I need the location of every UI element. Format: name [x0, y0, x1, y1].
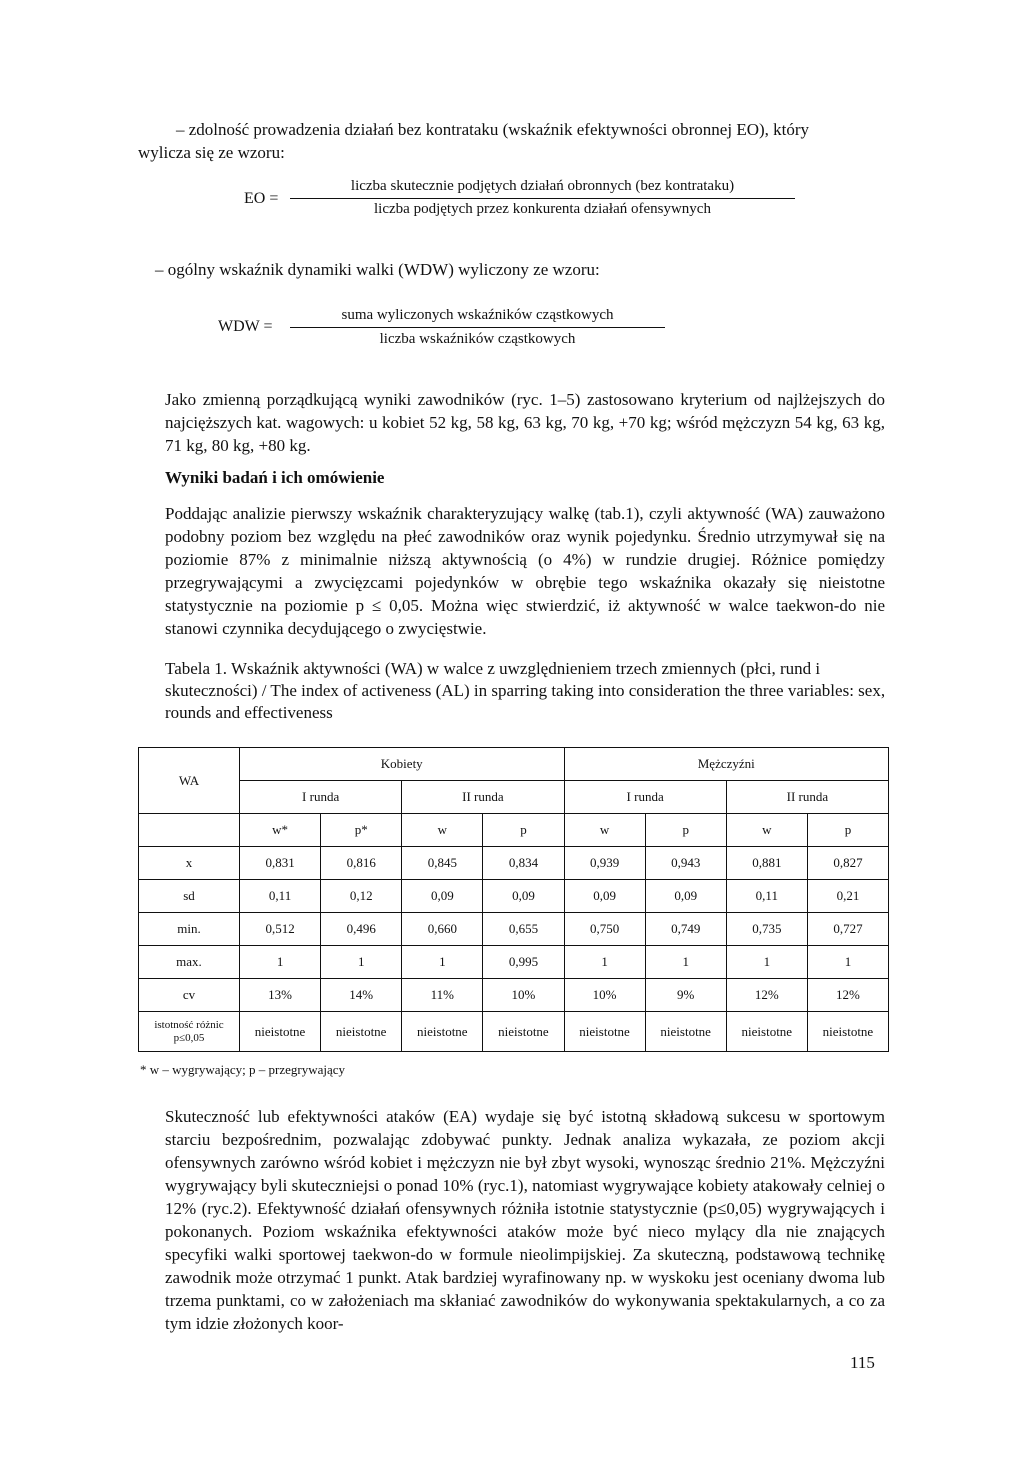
table-cell: 12% — [807, 979, 888, 1012]
page-number: 115 — [850, 1353, 875, 1372]
table-cell: nieistotne — [402, 1012, 483, 1052]
table-row — [139, 847, 889, 880]
table-cell: 12% — [726, 979, 807, 1012]
table-cell: 1 — [240, 946, 321, 979]
formula-wdw-numerator: suma wyliczonych wskaźników cząstkowych — [341, 307, 614, 323]
row-label: x — [139, 847, 240, 880]
table-header-row-2 — [139, 781, 889, 814]
subheader-cell: p* — [321, 814, 402, 847]
row-label: istotność różnic p≤0,05 — [139, 1012, 240, 1052]
table-cell: 0,827 — [807, 847, 888, 880]
table-cell: 0,845 — [402, 847, 483, 880]
table-row — [139, 979, 889, 1012]
table-cell: 0,727 — [807, 913, 888, 946]
group-header-men: Mężczyźni — [564, 748, 889, 781]
round-header: I runda — [564, 781, 726, 814]
table-cell: nieistotne — [483, 1012, 564, 1052]
table-cell: nieistotne — [807, 1012, 888, 1052]
table-cell: 0,816 — [321, 847, 402, 880]
row-label: min. — [139, 913, 240, 946]
table-cell: 0,09 — [483, 880, 564, 913]
round-header: II runda — [726, 781, 888, 814]
variable-paragraph: Jako zmienną porządkującą wyniki zawodników (ryc. 1–5) zastosowano kryterium od najlżejszych do najcięższych kat. wagowych: u kobiet 52 kg, 58 kg, 63 kg, 70 kg, +70 kg; wśród mężczyzn 54 kg, 63 kg, 71 kg, 80 kg, +80 kg. — [165, 390, 885, 455]
table-cell: 0,939 — [564, 847, 645, 880]
table-cell: 0,21 — [807, 880, 888, 913]
table-cell: 0,655 — [483, 913, 564, 946]
table-header-row-1 — [139, 748, 889, 781]
table-cell: 0,09 — [645, 880, 726, 913]
table-cell: 0,496 — [321, 913, 402, 946]
table-row — [139, 880, 889, 913]
table-cell: 1 — [321, 946, 402, 979]
table-cell: 0,995 — [483, 946, 564, 979]
formula-wdw-denominator: liczba wskaźników cząstkowych — [379, 331, 576, 347]
table-cell: 0,735 — [726, 913, 807, 946]
intro-line-2: wylicza się ze wzoru: — [138, 143, 285, 162]
formula-wdw-label: WDW = — [218, 318, 273, 335]
formula-eo-numerator: liczba skutecznie podjętych działań obronnych (bez kontrataku) — [350, 178, 735, 194]
table-cell: 1 — [564, 946, 645, 979]
table-cell: 1 — [807, 946, 888, 979]
table-cell: 1 — [726, 946, 807, 979]
table-cell: 10% — [564, 979, 645, 1012]
row-label: sd — [139, 880, 240, 913]
table-cell: nieistotne — [321, 1012, 402, 1052]
table-cell: 0,831 — [240, 847, 321, 880]
row-label: cv — [139, 979, 240, 1012]
table-cell: 0,12 — [321, 880, 402, 913]
table-row — [139, 913, 889, 946]
activeness-table — [138, 747, 889, 1052]
group-header-women: Kobiety — [240, 748, 565, 781]
table-cell: 10% — [483, 979, 564, 1012]
subheader-cell: w — [564, 814, 645, 847]
table-cell: 0,09 — [564, 880, 645, 913]
table-row — [139, 1012, 889, 1052]
formula-eo-denominator: liczba podjętych przez konkurenta działań ofensywnych — [374, 201, 711, 217]
table-cell: 11% — [402, 979, 483, 1012]
subheader-cell: p — [483, 814, 564, 847]
results-paragraph: Poddając analizie pierwszy wskaźnik charakteryzujący walkę (tab.1), czyli aktywność (WA) zauważono podobny poziom bez względu na płeć zawodników oraz wynik pojedynku. Średnio utrzymywał się na poziomie 87% z minimalnie niższą aktywnością (o 4%) w rundzie drugiej. Różnice pomiędzy przegrywającymi a zwycięzcami pojedynków w obrębie tego wskaźnika okazały się nieistotne statystycznie na poziomie p ≤ 0,05. Można więc stwierdzić, iż aktywność w walce taekwon-do nie stanowi czynnika decydującego o zwycięstwie. — [165, 504, 885, 638]
section-heading: Wyniki badań i ich omówienie — [165, 468, 385, 487]
table-cell: 14% — [321, 979, 402, 1012]
table-empty-cell — [139, 814, 240, 847]
table-cell: 0,943 — [645, 847, 726, 880]
table-cell: 0,11 — [240, 880, 321, 913]
table-cell: nieistotne — [726, 1012, 807, 1052]
round-header: II runda — [402, 781, 564, 814]
table-corner: WA — [139, 748, 240, 814]
table-cell: 0,750 — [564, 913, 645, 946]
subheader-cell: w — [726, 814, 807, 847]
table-cell: 1 — [645, 946, 726, 979]
table-cell: 0,512 — [240, 913, 321, 946]
formula-wdw-bar — [290, 327, 665, 328]
subheader-cell: w* — [240, 814, 321, 847]
intro-paragraph — [138, 118, 888, 164]
table-cell: 13% — [240, 979, 321, 1012]
subheader-cell: p — [807, 814, 888, 847]
formula-eo-bar — [290, 198, 795, 199]
round-header: I runda — [240, 781, 402, 814]
table-footnote: * w – wygrywający; p – przegrywający — [140, 1062, 346, 1077]
table-cell: nieistotne — [240, 1012, 321, 1052]
table-cell: nieistotne — [645, 1012, 726, 1052]
subheader-cell: p — [645, 814, 726, 847]
table-cell: 0,660 — [402, 913, 483, 946]
wdw-intro: – ogólny wskaźnik dynamiki walki (WDW) wyliczony ze wzoru: — [155, 260, 600, 279]
table-caption: Tabela 1. Wskaźnik aktywności (WA) w walce z uwzględnieniem trzech zmiennych (płci, rund i skuteczności) / The index of activeness (AL) in sparring taking into consideration the three variables: sex, rounds and effectiveness — [165, 659, 886, 722]
table-cell: 0,881 — [726, 847, 807, 880]
subheader-cell: w — [402, 814, 483, 847]
table-cell: 9% — [645, 979, 726, 1012]
table-subheader-row — [139, 814, 889, 847]
table-cell: 0,834 — [483, 847, 564, 880]
intro-line-1: – zdolność prowadzenia działań bez kontrataku (wskaźnik efektywności obronnej EO), który — [176, 120, 810, 139]
row-label: max. — [139, 946, 240, 979]
table-cell: nieistotne — [564, 1012, 645, 1052]
effectiveness-paragraph: Skuteczność lub efektywności ataków (EA) wydaje się być istotną składową sukcesu w sportowym starciu bezpośrednim, pozwalając zdobywać punkty. Jednak analiza wykazała, ze poziom akcji ofensywnych zarówno wśród kobiet i mężczyzn nie był zbyt wysoki, wynosząc średnio 21%. Mężczyźni wygrywający byli skuteczniejsi o ponad 10% (ryc.1), natomiast wygrywające kobiety atakowały celniej o 12% (ryc.2). Efektywność działań ofensywnych różniła istotnie statystycznie (p≤0,05) wygrywających i pokonanych. Poziom wskaźnika efektywności ataków może być nieco mylący dla nie znających specyfiki walki sportowej taekwon-do w formule nieolimpijskiej. Za skuteczną, podstawową technikę zawodnik może otrzymać 1 punkt. Atak bardziej wyrafinowany np. w wyskoku jest oceniany dwoma lub trzema punktami, co w założeniach ma skłaniać zawodników do wykonywania spektakularnych, a co za tym idzie złożonych koor- — [165, 1107, 885, 1333]
table-cell: 0,749 — [645, 913, 726, 946]
table-cell: 0,11 — [726, 880, 807, 913]
table-cell: 0,09 — [402, 880, 483, 913]
table-row — [139, 946, 889, 979]
formula-eo-label: EO = — [244, 190, 279, 207]
table-cell: 1 — [402, 946, 483, 979]
